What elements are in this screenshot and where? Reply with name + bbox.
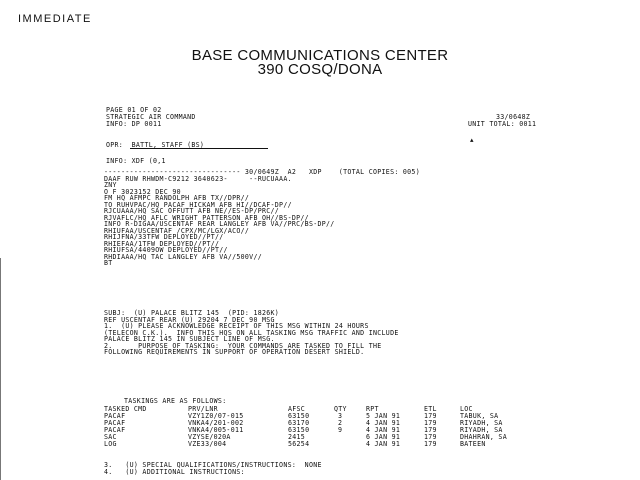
column-header: RPT [366,405,379,413]
arrow-mark-icon: ▴ [470,136,474,144]
cell-rpt: 5 JAN 91 [366,412,401,420]
page-number: PAGE 01 OF 02 [106,106,162,114]
cell-etl: 179 [424,433,437,441]
cell-qty: 3 [338,412,343,420]
body-line: (TELECON C.K.). INFO THIS HQS ON ALL TASKING MSG TRAFFIC AND INCLUDE [104,328,399,337]
column-header: AFSC [288,405,306,413]
cell-prv: VZYSE/020A [188,433,231,441]
routing-line: INFO R-DIGAA/USCENTAF REAR LANGLEY AFB VA//PRC/BS-DP// [104,220,335,228]
cell-qty: 9 [338,426,343,434]
cell-prv: VZE33/004 [188,440,227,448]
cell-rpt: 4 JAN 91 [366,440,401,448]
routing-line: O F 3023152 DEC 90 [104,187,181,196]
column-header: QTY [334,405,347,413]
cell-loc: TABUK, SA [460,412,499,420]
tasking-title: TASKINGS ARE AS FOLLOWS: [124,397,227,405]
routing-line: RHDIAAA/HQ TAC LANGLEY AFB VA//500V// [104,252,262,261]
column-header: TASKED CMD [104,405,147,413]
routing-line: RHIUFAA/USCENTAF /CPX/MC/LGX/ACO// [104,226,250,235]
routing-line: RHIJFNA/33TFW DEPLOYED//PT// [104,233,224,241]
routing-line: RJVAFLC/HQ AFLC WRIGHT PATTERSON AFB OH//BS-DP// [104,213,309,222]
cell-prv: VNKA4/005-011 [188,426,244,434]
routing-line: ZNY [104,181,117,189]
info-line: INFO: DP 0011 [106,120,162,128]
body-line: 1. (U) PLEASE ACKNOWLEDGE RECEIPT OF THIS MSG WITHIN 24 HOURS [104,322,369,330]
body-line: SUBJ: (U) PALACE BLITZ 145 (PID: 1826K) [104,309,280,317]
page-title: BASE COMMUNICATIONS CENTER [191,47,449,64]
cell-rpt: 6 JAN 91 [366,433,401,441]
cell-afsc: 56254 [288,440,310,448]
cell-loc: RIYADH, SA [460,426,503,434]
body-line: REF USCENTAF REAR (U) 29204 7 DEC 90 MSG [104,315,275,324]
command-name: STRATEGIC AIR COMMAND [106,113,196,121]
column-header: ETL [424,405,437,413]
cell-rpt: 4 JAN 91 [366,426,401,434]
message-body [104,310,399,356]
cell-etl: 179 [424,440,437,448]
fax-edge-line [0,258,1,480]
body-line: 2. PURPOSE OF TASKING: YOUR COMMANDS ARE TASKED TO FILL THE [104,341,382,350]
footer-block [104,462,322,475]
cell-loc: BATEEN [460,440,486,448]
footer-line: 4. (U) ADDITIONAL INSTRUCTIONS: [104,467,245,476]
routing-line: RHIUFSA/4409OW DEPLOYED//PT// [104,246,228,254]
unit-total: UNIT TOTAL: 0011 [468,120,537,128]
date-time-group: 33/0648Z [496,113,531,121]
priority-stamp: IMMEDIATE [18,13,92,25]
info-xdf: INFO: XDF (0,1 [106,157,166,165]
cell-rpt: 4 JAN 91 [366,419,401,427]
cell-afsc: 63150 [288,412,310,420]
page-subtitle: 390 COSQ/DONA [257,61,383,78]
cell-command: LOG [104,440,117,448]
cell-loc: DHAHRAN, SA [460,433,507,441]
cell-afsc: 63170 [288,419,310,427]
cell-prv: VZY1Z0/07-015 [188,412,244,420]
routing-line: DAAF RUW RHWDM-C9212 3640623- --RUCUAAA. [104,174,292,183]
cell-etl: 179 [424,426,437,434]
routing-line: -------------------------------- 30/0649Z A2 XDP (TOTAL COPIES: 005) [104,168,420,176]
footer-line: 3. (U) SPECIAL QUALIFICATIONS/INSTRUCTIONS: NONE [104,461,322,469]
column-header: LOC [460,405,473,413]
cell-qty: 2 [338,419,343,427]
body-line: FOLLOWING REQUIREMENTS IN SUPPORT OF OPERATION DESERT SHIELD. [104,348,365,356]
routing-line: RHIEFAA/1TFW DEPLOYED//PT// [104,239,220,248]
cell-command: SAC [104,433,117,441]
routing-line: BT [104,259,113,267]
routing-line: TO RUHVPAC/HQ PACAF HICKAM AFB HI//DCAF-DP// [104,200,292,209]
body-line: PALACE BLITZ 145 IN SUBJECT LINE OF MSG. [104,335,275,343]
cell-prv: VNKA4/201-002 [188,419,244,427]
cell-etl: 179 [424,419,437,427]
cell-loc: RIYADH, SA [460,419,503,427]
routing-block [104,169,420,267]
routing-line: FM HQ AFMPC RANDOLPH AFB TX//DPR// [104,194,250,202]
opr-line: OPR: BATTL, STAFF (BS) [106,141,205,149]
cell-afsc: 2415 [288,433,306,441]
cell-etl: 179 [424,412,437,420]
cell-command: PACAF [104,419,126,427]
cell-command: PACAF [104,426,126,434]
column-header: PRV/LNR [188,405,218,413]
cell-command: PACAF [104,412,126,420]
routing-line: RJCUAAA/HQ SAC OFFUTT AFB NE//ES-DP/PRC// [104,207,280,215]
opr-underline [130,148,268,149]
cell-afsc: 63150 [288,426,310,434]
